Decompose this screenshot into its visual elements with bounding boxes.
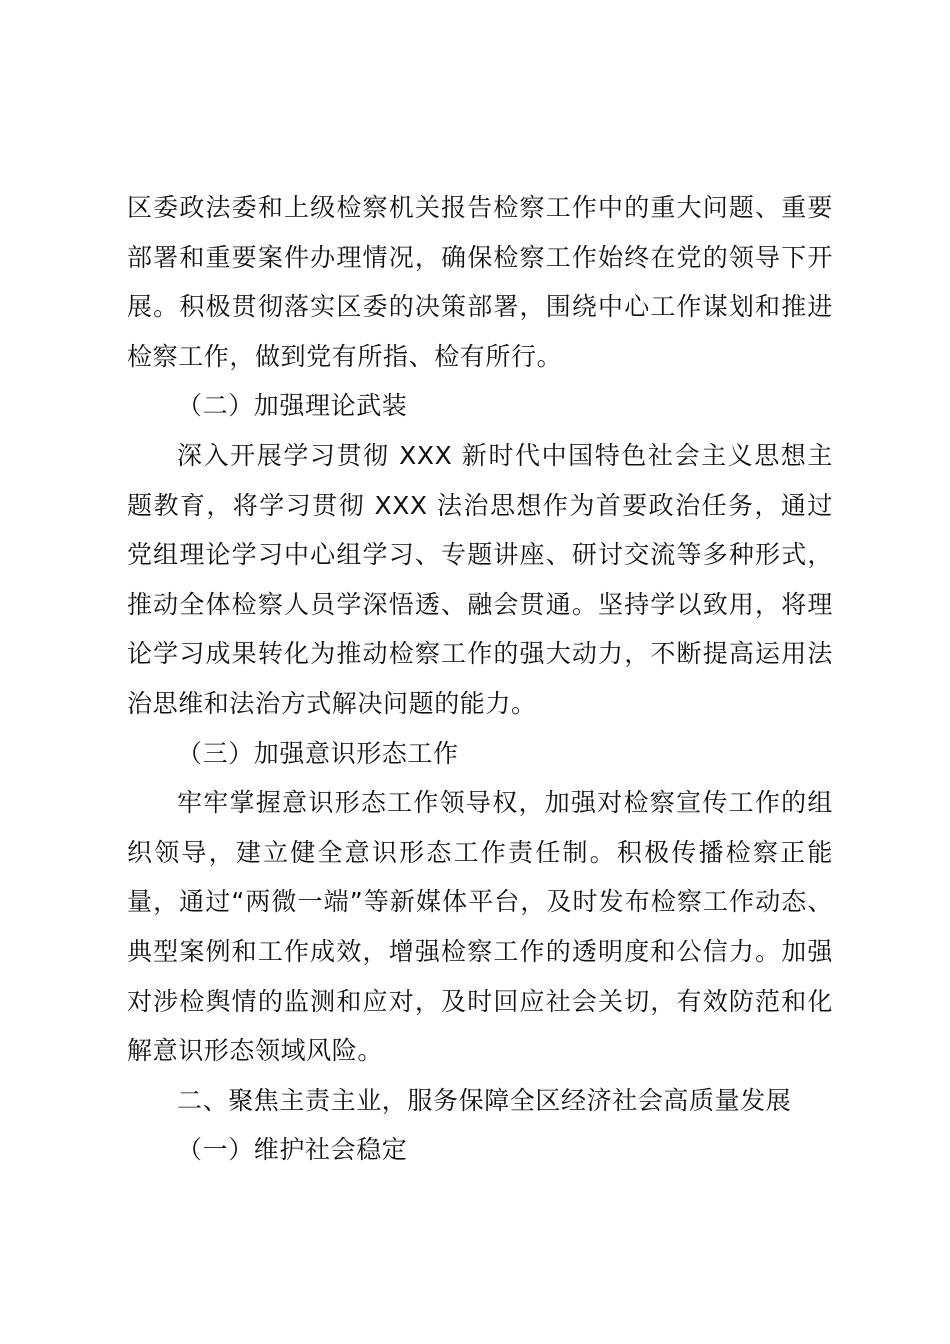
document-body — [127, 183, 833, 1175]
subheading-1-stability: （一）维护社会稳定 — [177, 1135, 408, 1165]
subheading-3: （三）加强意识形态工作 — [177, 738, 459, 768]
subheading-2: （二）加强理论武装 — [177, 391, 408, 421]
paragraph-ideology-work: 牢牢掌握意识形态工作领导权，加强对检察宣传工作的组织领导，建立健全意识形态工作责任制。积极传播检察正能量，通过“两微一端”等新媒体平台，及时发布检察工作动态、典型案例和工作成效，增强检察工作的透明度和公信力。加强对涉检舆情的监测和应对，及时回应社会关切，有效防范和化解意识形态领域风险。 — [127, 788, 833, 1066]
paragraph-continued: 区委政法委和上级检察机关报告检察工作中的重大问题、重要部署和重要案件办理情况，确保检察工作始终在党的领导下开展。积极贯彻落实区委的决策部署，围绕中心工作谋划和推进检察工作，做到党有所指、检有所行。 — [127, 193, 833, 371]
section-heading-2: 二、聚焦主责主业，服务保障全区经济社会高质量发展 — [177, 1085, 792, 1115]
paragraph-theory-study: 深入开展学习贯彻 XXX 新时代中国特色社会主义思想主题教育，将学习贯彻 XXX 法治思想作为首要政治任务，通过党组理论学习中心组学习、专题讲座、研讨交流等多种形式，推动全体检察人员学深悟透、融会贯通。坚持学以致用，将理论学习成果转化为推动检察工作的强大动力，不断提高运用法治思维和法治方式解决问题的能力。 — [127, 440, 833, 718]
